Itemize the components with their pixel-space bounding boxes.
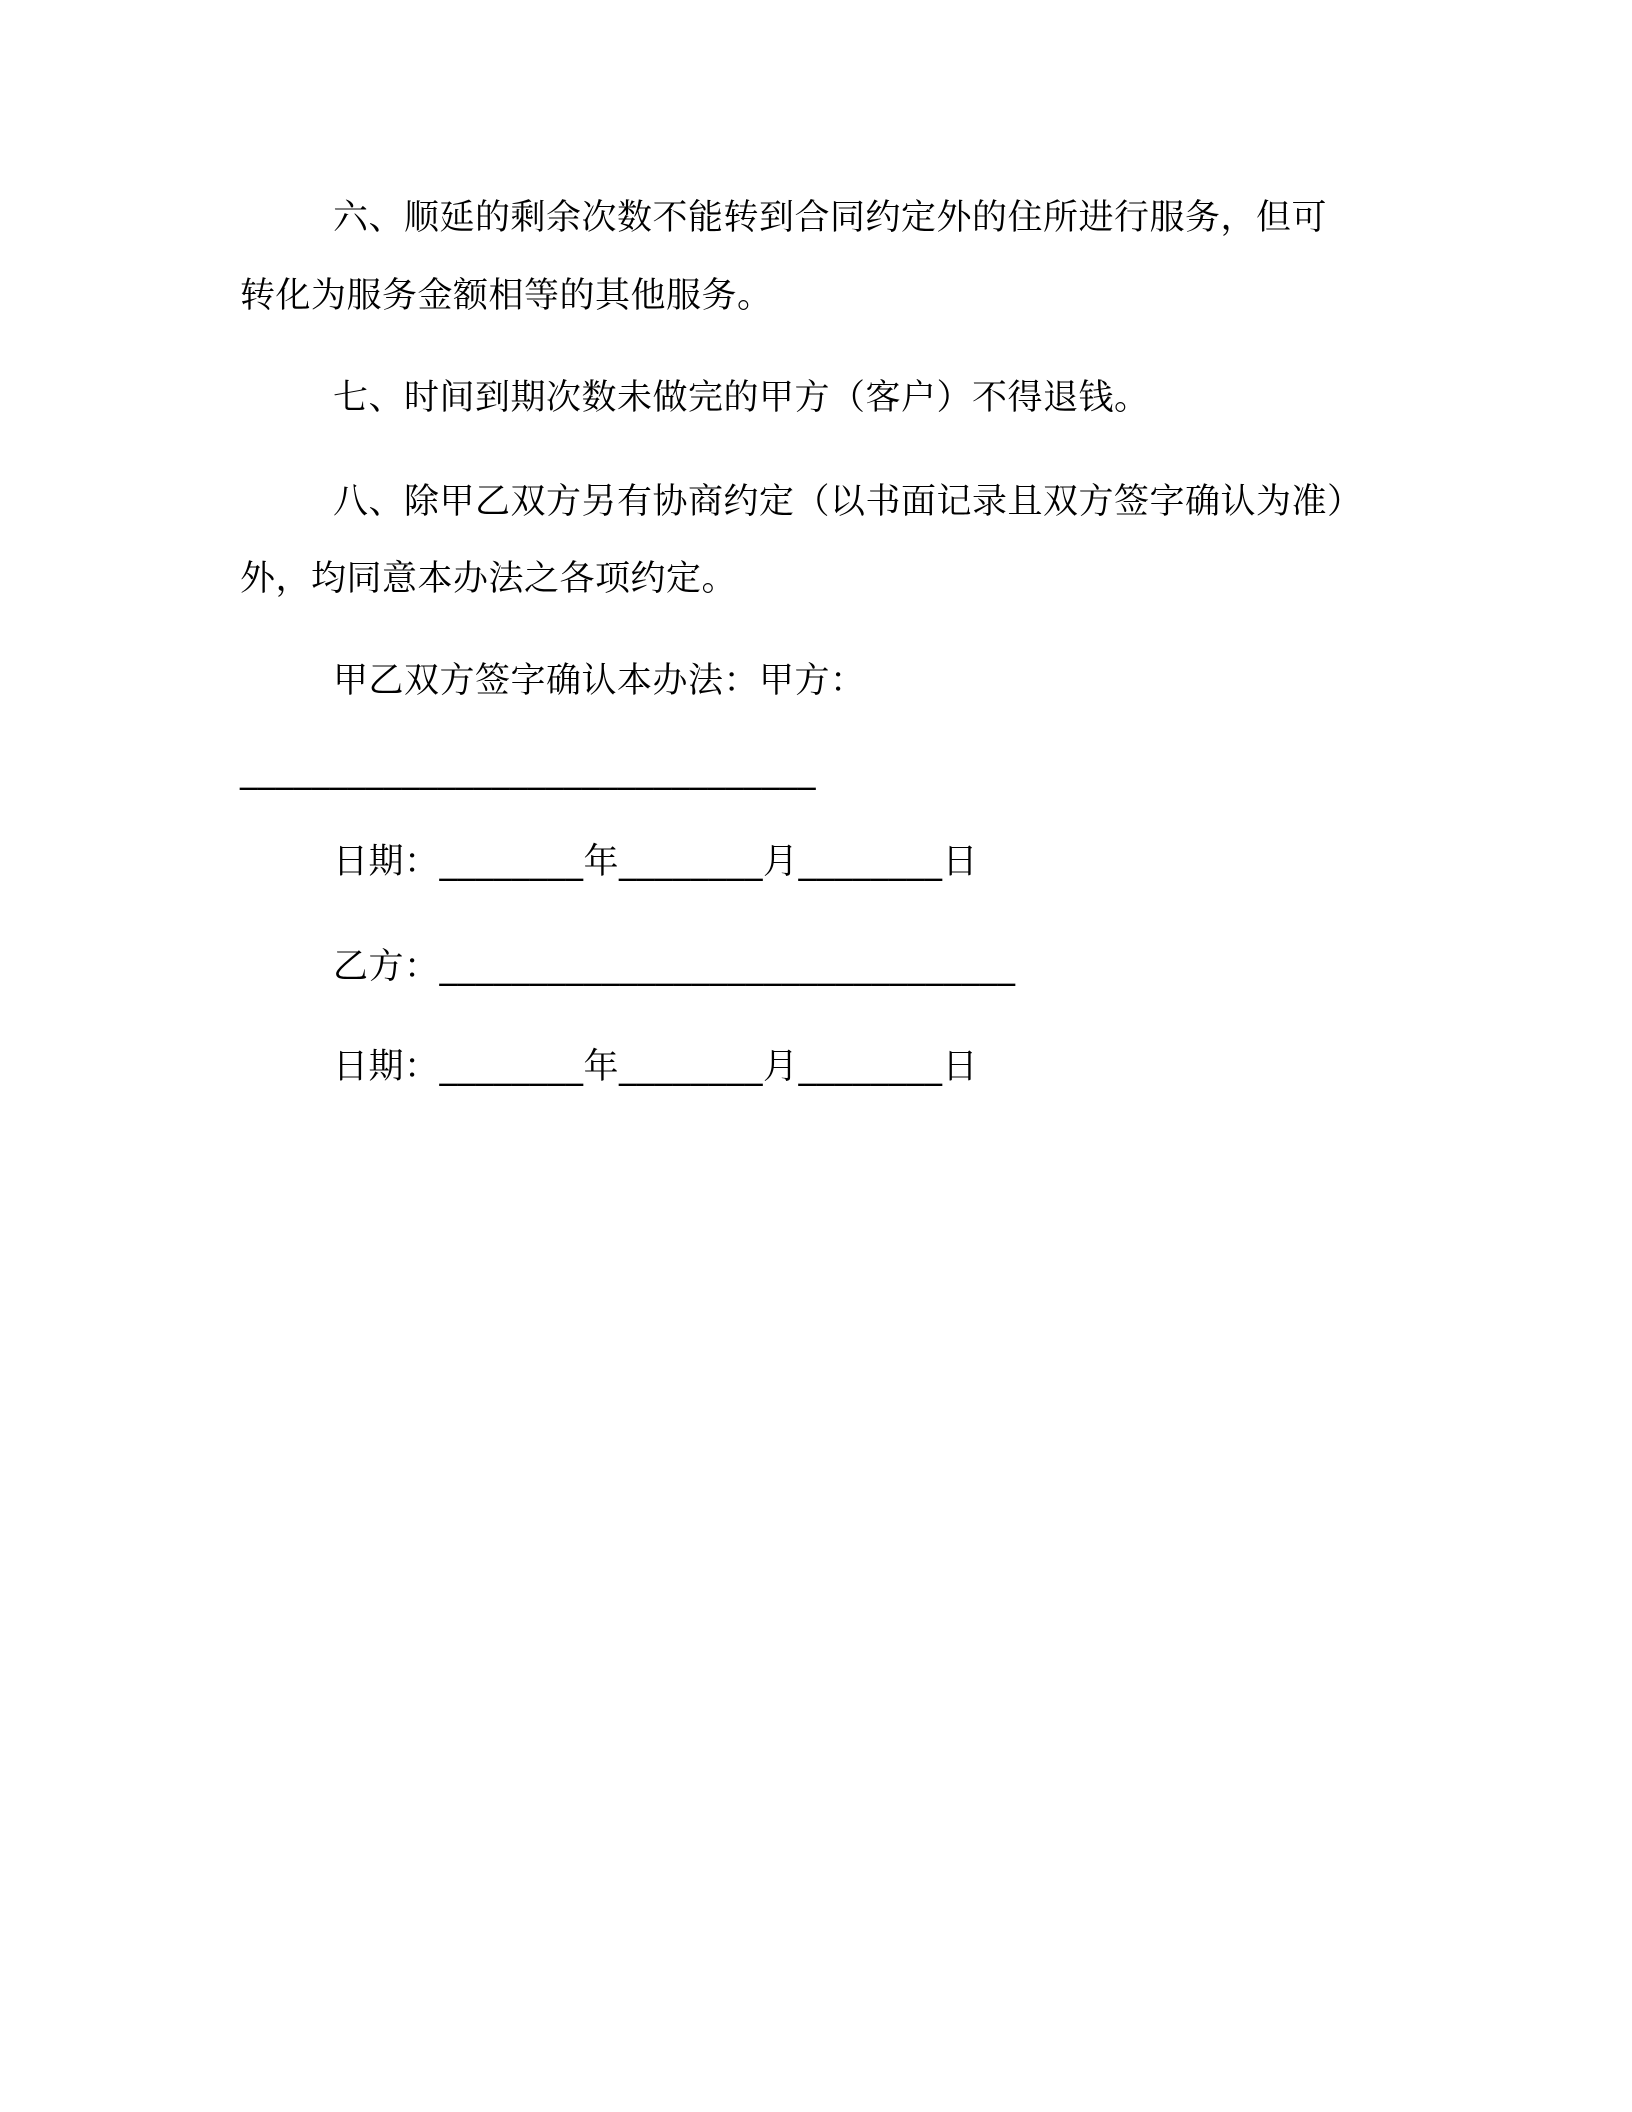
signature-intro: 甲乙双方签字确认本办法：甲方： xyxy=(333,661,866,701)
clause-8-line-2: 外，均同意本办法之各项约定。 xyxy=(240,559,738,599)
clause-7-line-1: 七、时间到期次数未做完的甲方（客户）不得退钱。 xyxy=(333,378,1150,418)
party-b-signature-line: 乙方：________________________________ xyxy=(333,947,1016,987)
party-b-date-line: 日期：________年________月________日 xyxy=(333,1047,979,1087)
clause-6-line-2: 转化为服务金额相等的其他服务。 xyxy=(240,276,773,316)
party-a-signature-line: ________________________________ xyxy=(240,751,816,791)
party-a-date-line: 日期：________年________月________日 xyxy=(333,842,979,882)
clause-6-line-1: 六、顺延的剩余次数不能转到合同约定外的住所进行服务，但可 xyxy=(333,198,1328,238)
clause-8-line-1: 八、除甲乙双方另有协商约定（以书面记录且双方签字确认为准） xyxy=(333,482,1363,522)
